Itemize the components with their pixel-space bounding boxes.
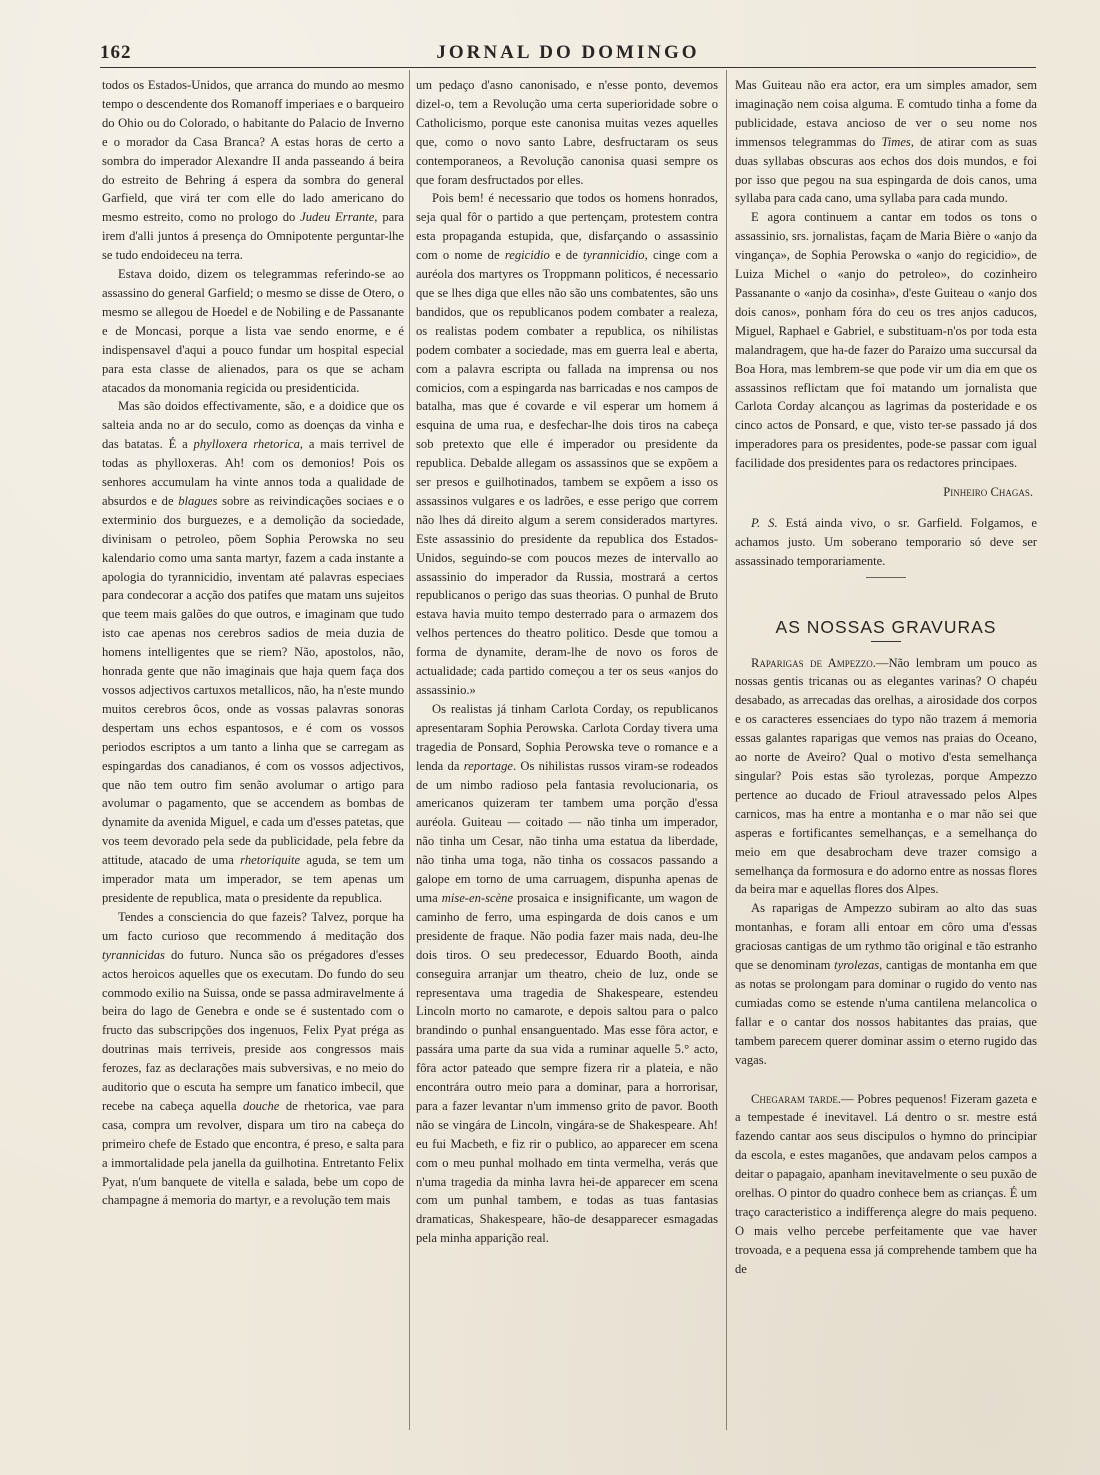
- paragraph: [102, 76, 404, 265]
- italic-text: phylloxera rhetorica: [193, 437, 300, 452]
- engraving-heading: Chegaram tarde.: [751, 1091, 841, 1106]
- italic-text: tyrannicidas: [102, 947, 165, 962]
- page-number: 162: [100, 42, 132, 63]
- column-rule: [726, 70, 727, 1430]
- italic-text: reportage: [463, 758, 513, 773]
- header-rule: [100, 67, 1036, 68]
- paragraph: um pedaço d'asno canonisado, e n'esse ponto, devemos dizel-o, tem a Revolução uma certa superioridade sobre o Catholicismo, porque este canonisa muitas vezes aquelles que, como o novo santo Labre, desfructaram os seus contemporaneos, a Revolução canonisa quasi sempre os que foram desfructados por elles.: [416, 78, 718, 187]
- column-rule: [409, 70, 410, 1430]
- page-header: [100, 42, 1036, 66]
- text: Tendes a consciencia do que fazeis? Talvez, porque ha um facto curioso que recommendo á meditação dos: [102, 909, 404, 943]
- italic-text: regicidio: [504, 248, 550, 263]
- text: , cantigas de montanha em que as notas se prolongam para dominar o rugido do vento nas cumiadas como se estende n'uma cantilena melancolica o fallar e o cantar dos nossos habitantes das praias, que tambem parecem querer dominar assim o eterno rugido das vagas.: [735, 958, 1037, 1067]
- text: de rhetorica, vae para casa, compra um revolver, dispara um tiro na cabeça do primeiro chefe de Estado que encontra, é preso, e salta para a immortalidade pela janella da guilhotina. Entretanto Felix Pyat, n'um banquete de vitella e salada, bebe um copo de champagne á memoria do martyr, e a revolução tem mais: [102, 1098, 404, 1208]
- italic-text: blagues: [178, 493, 218, 508]
- italic-text: tyrannicidio: [583, 248, 645, 263]
- running-title: JORNAL DO DOMINGO: [436, 42, 700, 63]
- paragraph: [416, 700, 718, 1248]
- text: , a mais terrivel de todas as phylloxeras. Ah! com os demonios! Pois os senhores accumulam ha vinte annos toda a qualidade de absurdos e de: [102, 437, 404, 508]
- postscript-label: P. S.: [751, 515, 778, 530]
- italic-text: tyrolezas: [834, 958, 880, 973]
- text: Os realistas já tinham Carlota Corday, os republicanos apresentaram Sophia Perowska. Carlota Corday tivera uma tragedia de Ponsard, Sophia Perowska teve o romance e a lenda da: [416, 701, 718, 773]
- text: , de atirar com as suas duas syllabas obscuras aos echos dos dois mundos, e foi por isso que pegou na sua espingarda de dois canos, uma syllaba para cada cano, uma syllaba para cada mundo.: [735, 134, 1037, 206]
- italic-text: Judeu Errante: [300, 210, 375, 225]
- postscript: [735, 514, 1037, 571]
- author-signature: Pinheiro Chagas.: [943, 485, 1033, 500]
- italic-text: douche: [243, 1098, 280, 1113]
- text: Mas Guiteau não era actor, era um simples amador, sem imaginação nem coisa alguma. E comtudo tinha a fome da publicidade, estava ancioso de ver o seu nome nos immensos telegrammas do: [735, 78, 1037, 149]
- paragraph: [735, 899, 1037, 1069]
- text: Pois bem! é necessario que todos os homens honrados, seja qual fôr o partido a que pertençam, protestem contra esta propaganda estupida, que, disfarçando o assassinio com o nome de: [416, 191, 718, 263]
- section-title: AS NOSSAS GRAVURAS: [775, 616, 997, 637]
- text: prosaica e insignificante, um wagon de caminho de ferro, uma espingarda de dois canos e um presidente de fraque. Não podia fazer mais nada, deu-lhe dois tiros. O seu predecessor, Eduardo Booth, ainda conseguira arranjar um theatro, cheio de luz, onde se representava uma tragedia de Shakespeare, estendeu Lincoln morto no camarote, e depois saltou para o palco brandindo o punhal ensanguentado. Mas esse fôra actor, e passára uma parte da sua vida a ruminar aquelle 5.° acto, fôra actor pateado que sempre fizera rir a plateia, e não encontrára outro meio para a dominar, para a horrorisar, para a fazer levantar n'um immenso grito de pavor. Booth não se vingára de Lincoln, vingára-se de Shakespeare. Ah! eu fui Macbeth, e fiz rir o publico, ao apparecer em scena com o meu punhal molhado em tinta vermelha, verás que n'uma tragedia da minha lavra hei-de apparecer em scena com um punhal tambem, e todas as tuas fantasias dramaticas, Shakespeare, hão-de desapparecer esmagadas pela minha apparição real.: [416, 890, 718, 1246]
- paragraph: [416, 189, 718, 699]
- text: e de: [555, 248, 578, 263]
- column-3: [735, 76, 1037, 1279]
- spacer: [735, 1070, 1037, 1090]
- text: Mas são doidos effectivamente, são, e a doidice que os salteia anda no ar do seculo, como as doenças da vinha e das batatas. É a: [102, 399, 404, 452]
- column-2: [416, 76, 718, 1248]
- text: Está ainda vivo, o sr. Garfield. Folgamos, e achamos justo. Um soberano temporario só deve ser assassinado temporariamente.: [735, 515, 1038, 568]
- text: As raparigas de Ampezzo subiram ao alto das suas montanhas, e foram alli entoar em côro uma d'essas graciosas cantigas de um rythmo tão original e tão estranho que se denominam: [735, 901, 1037, 973]
- column-1: [102, 76, 404, 1210]
- separator-rule: [866, 577, 906, 578]
- title-rule: [871, 641, 901, 642]
- paragraph: [102, 397, 404, 907]
- text: , cinge com a auréola dos martyres os Troppmann politicos, é necessario que se lhes diga que elles não são uns combatentes, são uns bandidos, que os republicanos podem combater a realeza, os realistas podem combater a republica, os nihilistas podem combater a sociedade, mas em guerra leal e aberta, com a palavra escripta ou fallada na imprensa ou nos comicios, com a espingarda nas barricadas e nos campos de batalha, mas que é covarde e vil esperar um homem á esquina de uma rua, e desfechar-lhe dois tiros na cabeça sob pretexto que elle é imperador ou presidente da republica. Debalde allegam os assassinos que se expõem a ser presos e guilhotinados, tambem se expõem a isso os assassinos vulgares e os ladrões, e esse perigo que correm não lhes dá direito algum a serem considerados martyres. Este assassinio do presidente da republica dos Estados-Unidos, seguindo-se com poucos mezes de intervallo ao assassinio do imperador da Russia, mostrará a certos republicanos o perigo das suas theorias. O punhal de Bruto estava havia muito tempo desterrado para o armazem dos velhos pertences do theatro politico. Desde que tomou a forma de dynamite, deram-lhe de novo os foros de actualidade; cada partido começou a ter os seus «anjos do assassinio.»: [416, 248, 719, 697]
- paragraph: [735, 76, 1037, 208]
- paragraph: [735, 654, 1037, 900]
- paragraph: Estava doido, dizem os telegrammas referindo-se ao assassino do general Garfield; o mesmo se disse de Otero, o mesmo se allegou de Hoedel e de Nobiling e de Passanante e de Moncasi, porque a lista vae sendo enorme, e é indispensavel d'aqui a pouco fundar um hospital especial para esta classe de alienados, para os que se acham atacados da monomania regicida ou presidenticida.: [102, 267, 404, 395]
- text: , para irem d'alli juntos á presença do Omnipotente perguntar-lhe se tudo endoideceu na terra.: [102, 210, 404, 263]
- text: —Não lembram um pouco as nossas gentis tricanas ou as elegantes varinas? O chapéu desabado, as arrecadas das orelhas, a airosidade dos corpos e os caracteres essenciaes do typo não trazem á memoria essas galantes raparigas que vemos nas praias do Oceano, ao norte de Aveiro? Qual o motivo d'esta semelhança singular? Pois estas são tyrolezas, porque Ampezzo pertence ao ducado de Frioul atravessado pelos Alpes carnicos, mas ha entre a montanha e o mar não sei que asperas e fortificantes semelhanças, e a semelhança do meio em que desabrocham deve trazer comsigo a semelhança da formosura e do adorno entre as nossas flores da beira mar e aquellas flores dos Alpes.: [735, 655, 1037, 897]
- text: sobre as reivindicações sociaes e o exterminio dos burguezes, e a demolição da sociedade, divinisam o petroleo, põem Sophia Perowska no seu kalendario como uma santa martyr, fazem a cada instante a apologia do tyrannicidio, inventam até palavras especiaes para condecorar a acção dos patifes que matam uns sujeitos que teem mais galões do que outros, e imaginam que tudo isto cae apenas nos cerebros sadios de meia duzia de homens intelligentes que se riem? Não, apostolos, não, honrada gente que não imaginais que haja quem faça dos vossos adjectivos cartuxos metallicos, não, ha n'este mundo muitos cerebros ôcos, onde as vossas palavras sonoras despertam uns echos espantosos, e é com os vossos periodos escriptos a um tanto a linha que se carregam as espingardas dos canadianos, é com os vossos adjectivos, que não tem outro fim senão avolumar o artigo para avolumar o pagamento, que se accendem as bombas de dynamite da avenida Miguel, e cada um d'esses patetas, que vos teem devorado pela sede da publicidade, pela febre da attitude, atacado de uma: [102, 493, 405, 868]
- italic-text: mise-en-scène: [441, 890, 514, 905]
- paragraph: E agora continuem a cantar em todos os tons o assassinio, srs. jornalistas, façam de Maria Bière o «anjo da vingança», de Sophia Perowska o «anjo do regicidio», de Luiza Michel o «anjo do petroleo», do cozinheiro Passanante o «anjo da cosinha», d'este Guiteau o «anjo dos dois canos», ponham fóra do ceu os tres anjos caducos, Miguel, Raphael e Gabriel, e substituam-n'os por toda esta malandragem, que ha-de fazer do Paraizo uma succursal da Boa Hora, mas lembrem-se que pode vir um dia em que os assassinos reflictam que foi matando um jornalista que Carlota Corday alcançou as lagrimas da posteridade e os cinco actos de Ponsard, e que, visto ter-se passado já dos imperadores para os presidentes, pode-se passar com igual facilidade dos presidentes para os redactores principaes.: [735, 210, 1037, 471]
- text: todos os Estados-Unidos, que arranca do mundo ao mesmo tempo o descendente dos Romanoff imperiaes e o barqueiro do Ohio ou do Colorado, o habitante do Palacio de Inverno e o morador da Casa Branca? A estas horas de certo a sombra do imperador Alexandre II anda passeando á beira do estreito de Behring á espera da sombra do general Garfield, que virá ter com elle do lado americano do mesmo estreito, como no prologo do: [102, 78, 404, 225]
- text: — Pobres pequenos! Fizeram gazeta e a tempestade é inevitavel. Lá dentro o sr. mestre está fazendo cantar aos seus discipulos o hymno do principiar da escola, e estes maganões, que andavam pelos campos a deitar o papagaio, apanham inevitavelmente o seu puxão de orelhas. O pintor do quadro conhece bem as crianças. É um traço caracteristico a indifferença alegre do mais pequeno. O mais velho percebe perfeitamente que vae haver trovoada, e a pequena essa já comprehende tambem que ha de: [735, 1091, 1037, 1276]
- text: do futuro. Nunca são os prégadores d'esses actos heroicos aquelles que os executam. Do fundo do seu commodo exilio na Suissa, onde se passa admiravelmente á beira do lago de Genebra e onde se é sustentado com o fructo das subscripções dos ingenuos, Felix Pyat préga as doutrinas mais terriveis, preside aos congressos mais ferozes, faz as declarações mais subversivas, e no meio do auditorio que o escuta ha sempre um fanatico imbecil, que recebe na cabeça aquella: [102, 947, 404, 1113]
- paragraph: [102, 908, 404, 1211]
- text: . Os nihilistas russos viram-se rodeados de um nimbo radioso pela fantasia revolucionaria, os americanos quizeram ter tambem uma porção d'essa auréola. Guiteau — coitado — não tinha um imperador, não tinha um Cesar, não tinha uma estatua da liberdade, não tinha uma toga, não tinha os cossacos passando a galope em torno de uma carruagem, dispunha apenas de uma: [416, 758, 719, 905]
- paragraph: [735, 1090, 1037, 1279]
- italic-text: rhetoriquite: [240, 853, 301, 868]
- text: aguda, se tem um imperador mata um imperador, se tem apenas um presidente de republica, mata o presidente da republica.: [102, 853, 404, 905]
- engraving-heading: Raparigas de Ampezzo.: [751, 655, 876, 670]
- italic-text: Times: [881, 134, 911, 149]
